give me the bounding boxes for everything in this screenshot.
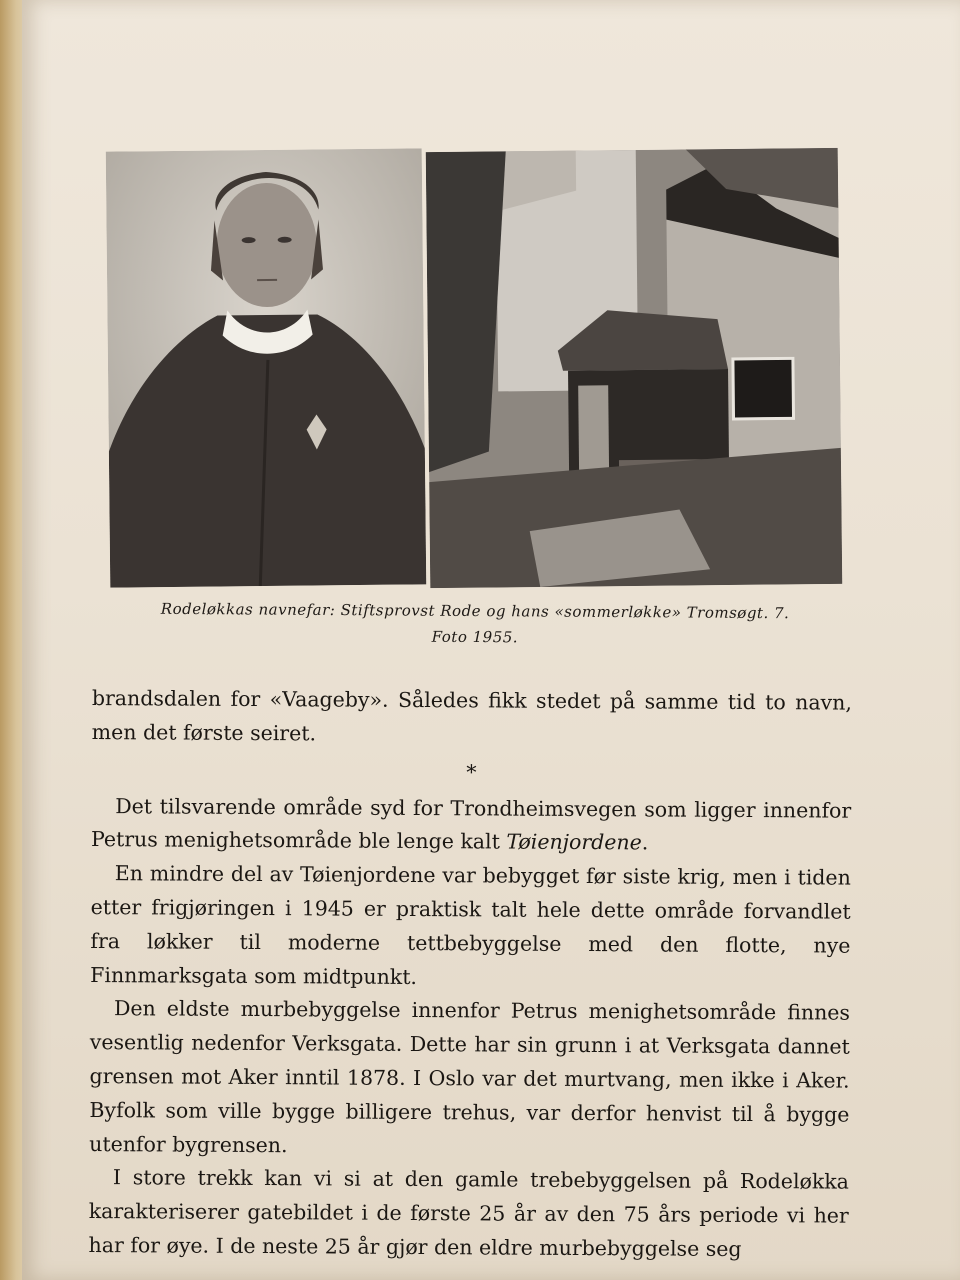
caption-line-2: Foto 1955.	[431, 627, 519, 647]
figure-caption	[110, 595, 840, 652]
paragraph-1-text: Det tilsvarende område syd for Trondheimsvegen som ligger innenfor Petrus menighetsområde ble lenge kalt	[90, 793, 852, 854]
paragraph-1	[91, 790, 851, 862]
body-text	[88, 682, 852, 1267]
paragraph-3: Den eldste murbebyggelse innenfor Petrus menighetsområde finnes vesentlig nedenfor Verksgata. Dette har sin grunn i at Verksgata dannet grensen mot Aker inntil 1878. I Oslo var det murtvang, men ikke i Aker. Byfolk som ville bygge billigere trehus, var derfor henvist til å bygge utenfor bygrensen.	[89, 996, 851, 1157]
paragraph-0: brandsdalen for «Vaageby». Således fikk stedet på samme tid to navn, men det første seiret.	[91, 685, 852, 746]
caption-line-1: Rodeløkkas navnefar: Stiftsprovst Rode og hans «sommerløkke» Tromsøgt. 7.	[160, 599, 790, 623]
house-photo	[426, 148, 843, 588]
section-separator: *	[466, 759, 477, 784]
paragraph-2: En mindre del av Tøienjordene var bebygget før siste krig, men i tiden etter frigjøringen i 1945 er praktisk talt hele dette område forvandlet fra løkker til moderne tettbebyggelse med den flotte, nye Finnmarksgata som midtpunkt.	[90, 861, 851, 989]
paragraph-4: I store trekk kan vi si at den gamle trebebyggelsen på Rodeløkka karakteriserer gatebildet i de første 25 år av den 75 års periode vi her har for øye. I de neste 25 år gjør den eldre murbebyggelse seg	[88, 1165, 850, 1261]
paragraph-1-italic: Tøienjordene	[506, 829, 642, 855]
paragraph-1-end: .	[641, 830, 649, 855]
portrait-photo	[106, 148, 427, 587]
